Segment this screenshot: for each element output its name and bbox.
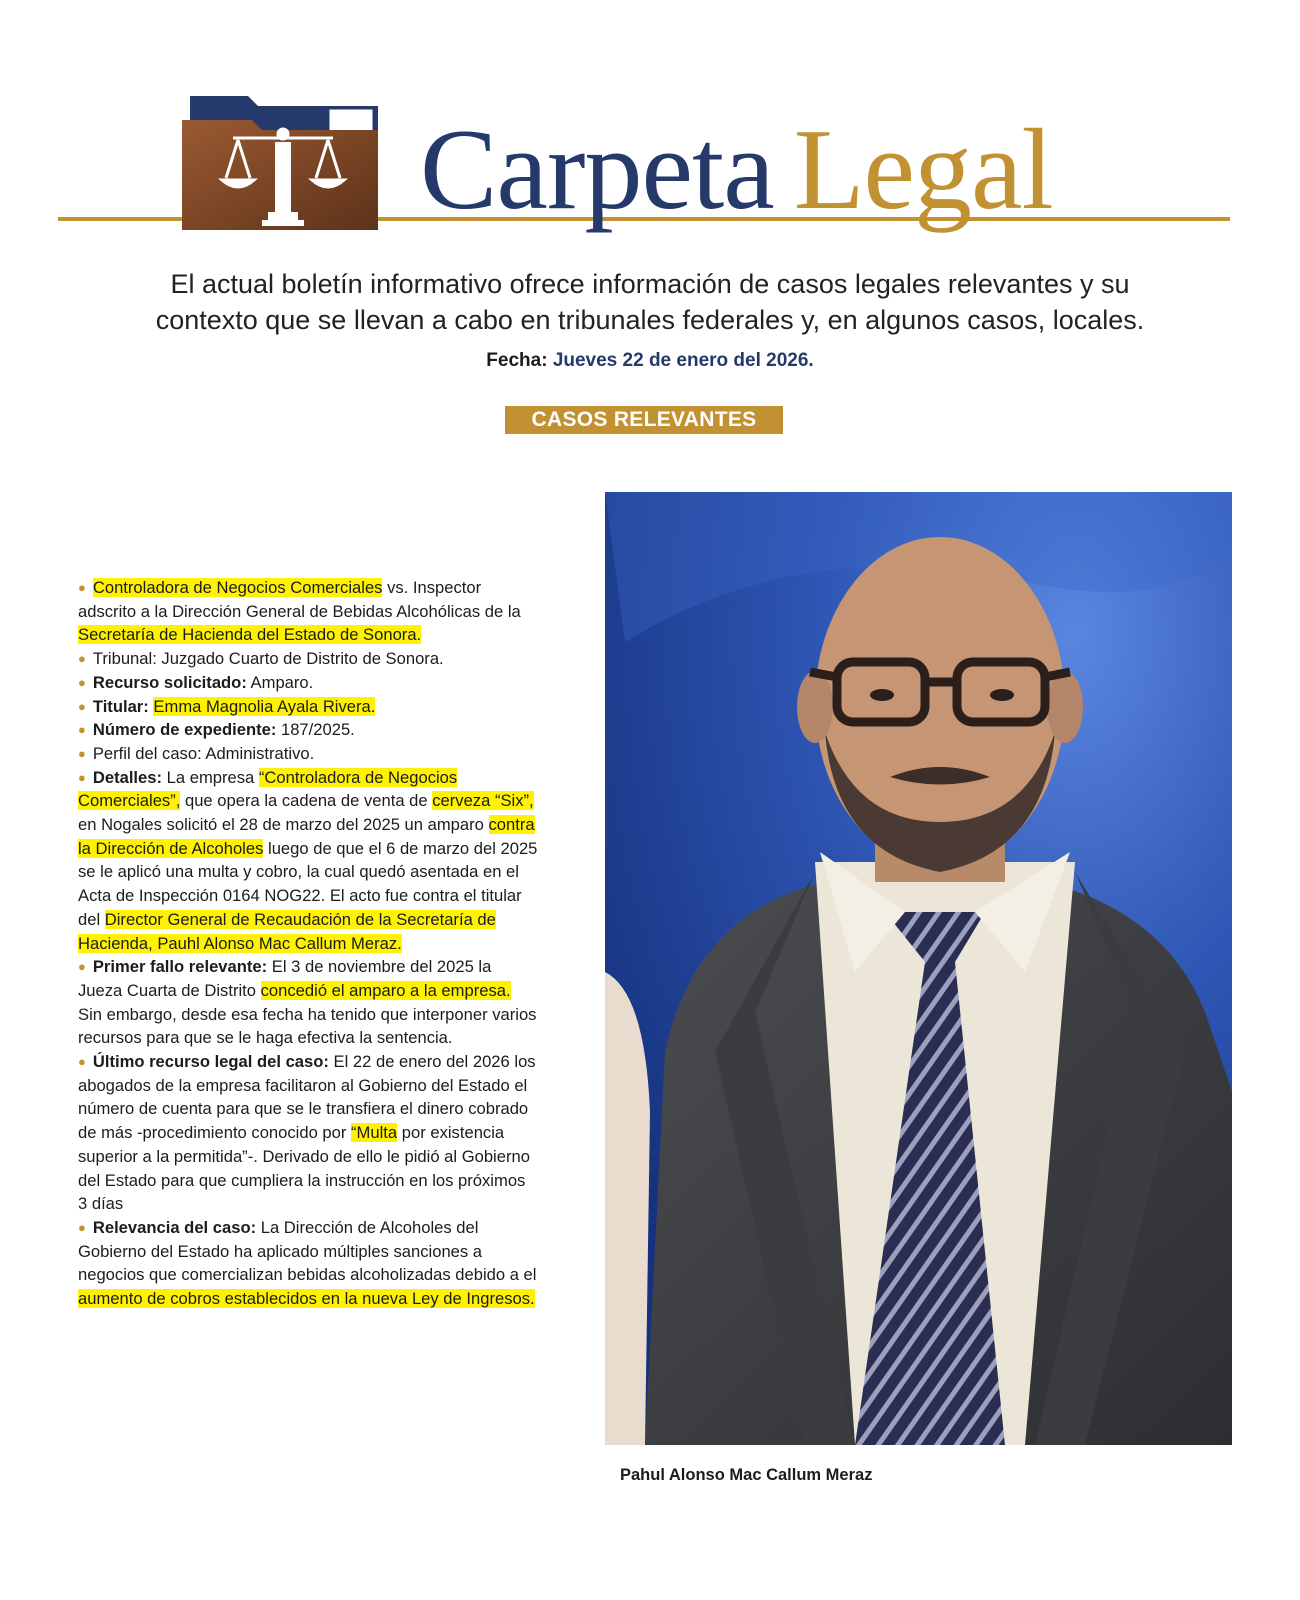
highlight-text: “Multa	[351, 1123, 398, 1143]
case-fallo-text: El 3 de noviembre del 2025 la Jueza Cuarta de Distrito	[78, 957, 492, 1000]
case-perfil	[78, 742, 538, 766]
brand-title	[420, 100, 1053, 240]
case-expediente	[78, 718, 538, 742]
case-tribunal	[78, 647, 538, 671]
case-relevancia-label: Relevancia del caso:	[92, 1217, 257, 1237]
case-ultimo-label: Último recurso legal del caso:	[92, 1052, 329, 1072]
highlight-text: Controladora de Negocios Comerciales	[92, 578, 383, 597]
bullet-icon: ●	[78, 959, 86, 975]
case-tribunal-text: Tribunal: Juzgado Cuarto de Distrito de Sonora.	[92, 649, 444, 669]
highlight-text: aumento de cobros establecidos en la nueva Ley de Ingresos.	[78, 1289, 535, 1309]
intro-paragraph	[60, 266, 1240, 338]
bullet-icon: ●	[78, 1054, 86, 1070]
case-recurso-label: Recurso solicitado:	[92, 672, 247, 692]
bullet-icon: ●	[78, 674, 86, 690]
case-detalles	[78, 766, 538, 956]
case-parties-text: vs. Inspector adscrito a la Dirección General de Bebidas Alcohólicas de la	[78, 578, 521, 621]
portrait-photo	[605, 492, 1232, 1445]
case-relevancia	[78, 1216, 538, 1311]
date-label: Fecha:	[486, 350, 548, 371]
highlight-text: contra la Dirección de Alcoholes	[78, 815, 535, 858]
case-perfil-text: Perfil del caso: Administrativo.	[92, 743, 315, 763]
case-parties	[78, 576, 538, 647]
brand-word-carpeta: Carpeta	[420, 106, 774, 234]
case-detalles-text: luego de que el 6 de marzo del 2025 se le aplicó una multa y cobro, la cual quedó asentada en el Acta de Inspección 0164 NOG22. El acto fue contra el titular del	[78, 838, 538, 929]
section-tag: CASOS RELEVANTES	[505, 406, 783, 434]
intro-line-1: El actual boletín informativo ofrece información de casos legales relevantes y su	[170, 269, 1130, 299]
case-titular-value: Emma Magnolia Ayala Rivera.	[153, 696, 376, 716]
photo-caption: Pahul Alonso Mac Callum Meraz	[620, 1466, 873, 1484]
case-titular-label: Titular:	[92, 696, 149, 716]
case-recurso-value: Amparo.	[246, 672, 314, 692]
case-ultimo-recurso	[78, 1050, 538, 1216]
bullet-icon: ●	[78, 698, 86, 714]
date-value: Jueves 22 de enero del 2026.	[552, 350, 814, 371]
bullet-icon: ●	[78, 1219, 86, 1235]
highlight-text: cerveza “Six”,	[432, 791, 534, 811]
bullet-icon: ●	[78, 745, 86, 761]
case-expediente-label: Número de expediente:	[92, 720, 277, 740]
folder-scales-of-justice-icon	[178, 90, 390, 240]
case-fallo-text: Sin embargo, desde esa fecha ha tenido que interponer varios recursos para que se le haga efectiva la sentencia.	[78, 1004, 537, 1048]
bullet-icon: ●	[78, 769, 86, 785]
case-primer-fallo	[78, 955, 538, 1050]
bullet-icon: ●	[78, 580, 86, 595]
header-rule-left	[58, 217, 188, 221]
brand-word-legal: Legal	[793, 106, 1053, 234]
case-detalles-text: en Nogales solicitó el 28 de marzo del 2025 un amparo	[78, 815, 489, 835]
case-expediente-value: 187/2025.	[276, 720, 355, 740]
case-relevancia-text: La Dirección de Alcoholes del Gobierno del Estado ha aplicado múltiples sanciones a negocios que comercializan bebidas alcoholizadas debido a el	[78, 1217, 537, 1285]
highlight-text: Director General de Recaudación de la Secretaría de Hacienda, Pauhl Alonso Mac Callum Meraz.	[78, 909, 496, 953]
highlight-text: Secretaría de Hacienda del Estado de Sonora.	[78, 625, 422, 645]
case-ultimo-text: por existencia superior a la permitida”-. Derivado de ello le pidió al Gobierno del Estado para que cumpliera la instrucción en los próximos 3 días	[78, 1123, 530, 1214]
case-detalles-text: La empresa	[162, 767, 259, 787]
date-line	[0, 350, 1300, 372]
bullet-icon: ●	[78, 722, 86, 738]
intro-line-2: contexto que se llevan a cabo en tribunales federales y, en algunos casos, locales.	[155, 305, 1145, 335]
case-recurso	[78, 671, 538, 695]
case-fallo-label: Primer fallo relevante:	[92, 957, 268, 977]
case-ultimo-text: El 22 de enero del 2026 los abogados de la empresa facilitaron al Gobierno del Estado el número de cuenta para que se le transfiera el dinero cobrado de más -procedimiento conocido por	[78, 1052, 536, 1143]
highlight-text: concedió el amparo a la empresa.	[260, 980, 511, 1000]
highlight-text: “Controladora de Negocios Comerciales”,	[78, 767, 458, 811]
case-titular	[78, 695, 538, 719]
bullet-icon: ●	[78, 651, 86, 667]
case-detalles-label: Detalles:	[92, 767, 163, 787]
case-article	[78, 576, 538, 1311]
case-detalles-text: que opera la cadena de venta de	[180, 791, 433, 811]
